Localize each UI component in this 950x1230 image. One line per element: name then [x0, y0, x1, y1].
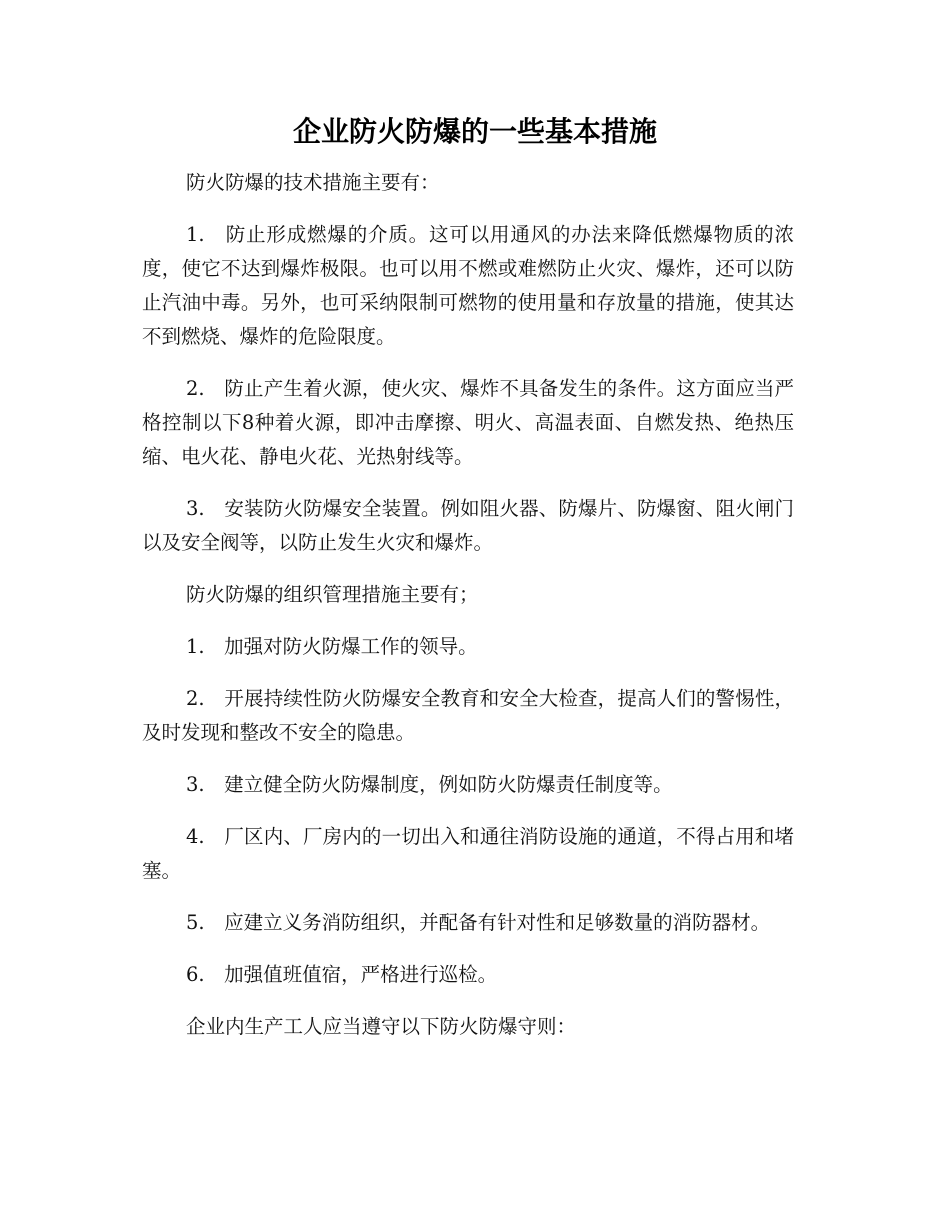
- document-body: [142, 166, 794, 1062]
- paragraph-management-1: 1. 加强对防火防爆工作的领导。: [186, 635, 478, 658]
- paragraph-management-6: 6. 加强值班值宿，严格进行巡检。: [186, 963, 498, 986]
- paragraph-management-intro: 防火防爆的组织管理措施主要有；: [186, 583, 479, 606]
- paragraph-management-5: 5. 应建立义务消防组织，并配备有针对性和足够数量的消防器材。: [186, 911, 771, 934]
- paragraph-management-2: 2. 开展持续性防火防爆安全教育和安全大检查，提高人们的警惕性，及时发现和整改不安全的隐患。: [142, 687, 794, 744]
- paragraph-technical-1: 1. 防止形成燃爆的介质。这可以用通风的办法来降低燃爆物质的浓度，使它不达到爆炸极限。也可以用不燃或难燃防止火灾、爆炸，还可以防止汽油中毒。另外，也可采纳限制可燃物的使用量和存放量的措施，使其达不到燃烧、爆炸的危险限度。: [142, 223, 794, 348]
- paragraph-management-4: 4. 厂区内、厂房内的一切出入和通往消防设施的通道，不得占用和堵塞。: [142, 825, 794, 882]
- paragraph-worker-rules-intro: 企业内生产工人应当遵守以下防火防爆守则：: [186, 1015, 577, 1038]
- document-title: 企业防火防爆的一些基本措施: [292, 115, 657, 148]
- paragraph-technical-2: 2. 防止产生着火源，使火灾、爆炸不具备发生的条件。这方面应当严格控制以下8种着火源，即冲击摩擦、明火、高温表面、自燃发热、绝热压缩、电火花、静电火花、光热射线等。: [142, 377, 794, 468]
- paragraph-technical-3: 3. 安装防火防爆安全装置。例如阻火器、防爆片、防爆窗、阻火闸门以及安全阀等，以防止发生火灾和爆炸。: [142, 497, 794, 554]
- paragraph-management-3: 3. 建立健全防火防爆制度，例如防火防爆责任制度等。: [186, 773, 673, 796]
- paragraph-technical-intro: 防火防爆的技术措施主要有：: [186, 171, 440, 194]
